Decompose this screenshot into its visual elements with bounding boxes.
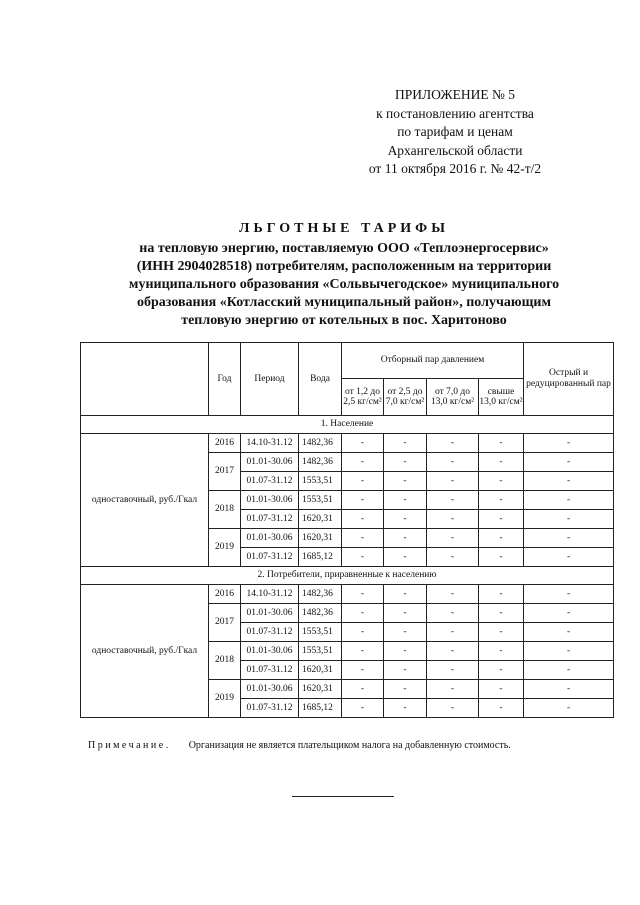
water-value: 1685,12 bbox=[299, 548, 342, 567]
dash-cell: - bbox=[384, 661, 427, 680]
dash-cell: - bbox=[384, 529, 427, 548]
dash-cell: - bbox=[342, 548, 384, 567]
period-cell: 01.07-31.12 bbox=[241, 472, 299, 491]
dash-cell: - bbox=[479, 491, 524, 510]
section-title: 1. Население bbox=[81, 416, 614, 434]
dash-cell: - bbox=[479, 604, 524, 623]
header-pressure-2: от 2,5 до 7,0 кг/см² bbox=[384, 379, 427, 416]
table-body bbox=[81, 416, 614, 718]
dash-cell: - bbox=[524, 434, 614, 453]
period-cell: 01.07-31.12 bbox=[241, 661, 299, 680]
dash-cell: - bbox=[524, 510, 614, 529]
dash-cell: - bbox=[524, 472, 614, 491]
appendix-block bbox=[340, 86, 570, 179]
year-cell: 2018 bbox=[209, 642, 241, 680]
header-year: Год bbox=[209, 343, 241, 416]
header-pressure-4: свыше 13,0 кг/см² bbox=[479, 379, 524, 416]
title-line: на тепловую энергию, поставляемую ООО «Теплоэнергосервис» bbox=[139, 241, 549, 256]
dash-cell: - bbox=[479, 623, 524, 642]
dash-cell: - bbox=[384, 434, 427, 453]
dash-cell: - bbox=[384, 604, 427, 623]
title-line: образования «Котласский муниципальный район», получающим bbox=[136, 295, 551, 310]
water-value: 1620,31 bbox=[299, 529, 342, 548]
period-cell: 14.10-31.12 bbox=[241, 585, 299, 604]
year-cell: 2016 bbox=[209, 585, 241, 604]
header-period: Период bbox=[241, 343, 299, 416]
dash-cell: - bbox=[524, 642, 614, 661]
period-cell: 01.07-31.12 bbox=[241, 510, 299, 529]
water-value: 1553,51 bbox=[299, 642, 342, 661]
dash-cell: - bbox=[479, 529, 524, 548]
dash-cell: - bbox=[384, 642, 427, 661]
header-empty bbox=[81, 343, 209, 416]
dash-cell: - bbox=[342, 604, 384, 623]
water-value: 1620,31 bbox=[299, 680, 342, 699]
tariff-table bbox=[80, 342, 614, 718]
dash-cell: - bbox=[342, 434, 384, 453]
signature-line bbox=[292, 796, 394, 797]
dash-cell: - bbox=[524, 548, 614, 567]
note-text: Организация не является плательщиком налога на добавленную стоимость. bbox=[188, 740, 511, 751]
table-row bbox=[81, 434, 614, 453]
dash-cell: - bbox=[524, 453, 614, 472]
water-value: 1482,36 bbox=[299, 585, 342, 604]
year-cell: 2019 bbox=[209, 529, 241, 567]
dash-cell: - bbox=[427, 661, 479, 680]
dash-cell: - bbox=[384, 453, 427, 472]
period-cell: 14.10-31.12 bbox=[241, 434, 299, 453]
water-value: 1482,36 bbox=[299, 434, 342, 453]
header-pressure-3: от 7,0 до 13,0 кг/см² bbox=[427, 379, 479, 416]
document-title bbox=[70, 220, 618, 330]
title-line: (ИНН 2904028518) потребителям, расположенным на территории bbox=[136, 259, 552, 274]
dash-cell: - bbox=[427, 623, 479, 642]
title-heading: ЛЬГОТНЫЕ ТАРИФЫ bbox=[239, 221, 449, 236]
dash-cell: - bbox=[384, 699, 427, 718]
appendix-line: ПРИЛОЖЕНИЕ № 5 bbox=[394, 87, 516, 102]
water-value: 1553,51 bbox=[299, 472, 342, 491]
period-cell: 01.01-30.06 bbox=[241, 680, 299, 699]
note bbox=[88, 740, 628, 751]
dash-cell: - bbox=[479, 453, 524, 472]
dash-cell: - bbox=[479, 661, 524, 680]
header-water: Вода bbox=[299, 343, 342, 416]
section-title: 2. Потребители, приравненные к населению bbox=[81, 567, 614, 585]
dash-cell: - bbox=[342, 680, 384, 699]
dash-cell: - bbox=[427, 642, 479, 661]
dash-cell: - bbox=[427, 585, 479, 604]
dash-cell: - bbox=[342, 472, 384, 491]
dash-cell: - bbox=[427, 510, 479, 529]
period-cell: 01.01-30.06 bbox=[241, 604, 299, 623]
header-pressure-1: от 1,2 до 2,5 кг/см² bbox=[342, 379, 384, 416]
water-value: 1685,12 bbox=[299, 699, 342, 718]
dash-cell: - bbox=[427, 548, 479, 567]
dash-cell: - bbox=[479, 680, 524, 699]
dash-cell: - bbox=[524, 585, 614, 604]
year-cell: 2019 bbox=[209, 680, 241, 718]
water-value: 1482,36 bbox=[299, 453, 342, 472]
dash-cell: - bbox=[479, 642, 524, 661]
dash-cell: - bbox=[384, 623, 427, 642]
dash-cell: - bbox=[524, 680, 614, 699]
dash-cell: - bbox=[524, 699, 614, 718]
dash-cell: - bbox=[479, 699, 524, 718]
dash-cell: - bbox=[427, 491, 479, 510]
section-row bbox=[81, 416, 614, 434]
rate-type: одноставочный, руб./Гкал bbox=[81, 585, 209, 718]
dash-cell: - bbox=[427, 680, 479, 699]
dash-cell: - bbox=[342, 623, 384, 642]
dash-cell: - bbox=[342, 699, 384, 718]
water-value: 1620,31 bbox=[299, 661, 342, 680]
dash-cell: - bbox=[524, 604, 614, 623]
water-value: 1482,36 bbox=[299, 604, 342, 623]
dash-cell: - bbox=[427, 453, 479, 472]
dash-cell: - bbox=[342, 585, 384, 604]
year-cell: 2017 bbox=[209, 604, 241, 642]
rate-type: одноставочный, руб./Гкал bbox=[81, 434, 209, 567]
period-cell: 01.07-31.12 bbox=[241, 699, 299, 718]
note-label: Примечание. bbox=[88, 740, 171, 751]
dash-cell: - bbox=[384, 585, 427, 604]
dash-cell: - bbox=[384, 548, 427, 567]
year-cell: 2016 bbox=[209, 434, 241, 453]
period-cell: 01.01-30.06 bbox=[241, 529, 299, 548]
dash-cell: - bbox=[342, 453, 384, 472]
dash-cell: - bbox=[427, 434, 479, 453]
year-cell: 2018 bbox=[209, 491, 241, 529]
water-value: 1553,51 bbox=[299, 491, 342, 510]
dash-cell: - bbox=[427, 529, 479, 548]
period-cell: 01.07-31.12 bbox=[241, 623, 299, 642]
header-sharp-steam: Острый и редуцированный пар bbox=[524, 343, 614, 416]
dash-cell: - bbox=[342, 529, 384, 548]
appendix-line: к постановлению агентства bbox=[376, 105, 534, 121]
dash-cell: - bbox=[342, 510, 384, 529]
dash-cell: - bbox=[479, 434, 524, 453]
title-line: муниципального образования «Сольвычегодское» муниципального bbox=[128, 277, 560, 292]
period-cell: 01.01-30.06 bbox=[241, 491, 299, 510]
dash-cell: - bbox=[524, 661, 614, 680]
appendix-line: по тарифам и ценам bbox=[397, 124, 513, 139]
title-line: тепловую энергию от котельных в пос. Харитоново bbox=[181, 313, 507, 328]
dash-cell: - bbox=[479, 510, 524, 529]
appendix-line: Архангельской области bbox=[387, 142, 523, 158]
period-cell: 01.01-30.06 bbox=[241, 453, 299, 472]
section-row bbox=[81, 567, 614, 585]
header-steam: Отборный пар давлением bbox=[342, 343, 524, 379]
year-cell: 2017 bbox=[209, 453, 241, 491]
water-value: 1620,31 bbox=[299, 510, 342, 529]
dash-cell: - bbox=[479, 585, 524, 604]
dash-cell: - bbox=[427, 472, 479, 491]
period-cell: 01.07-31.12 bbox=[241, 548, 299, 567]
table-row bbox=[81, 585, 614, 604]
dash-cell: - bbox=[524, 623, 614, 642]
dash-cell: - bbox=[427, 699, 479, 718]
dash-cell: - bbox=[384, 680, 427, 699]
dash-cell: - bbox=[342, 661, 384, 680]
dash-cell: - bbox=[384, 472, 427, 491]
dash-cell: - bbox=[384, 510, 427, 529]
appendix-line: от 11 октября 2016 г. № 42-т/2 bbox=[368, 161, 542, 176]
dash-cell: - bbox=[524, 529, 614, 548]
period-cell: 01.01-30.06 bbox=[241, 642, 299, 661]
dash-cell: - bbox=[524, 491, 614, 510]
dash-cell: - bbox=[342, 491, 384, 510]
dash-cell: - bbox=[384, 491, 427, 510]
dash-cell: - bbox=[342, 642, 384, 661]
dash-cell: - bbox=[427, 604, 479, 623]
water-value: 1553,51 bbox=[299, 623, 342, 642]
dash-cell: - bbox=[479, 472, 524, 491]
dash-cell: - bbox=[479, 548, 524, 567]
